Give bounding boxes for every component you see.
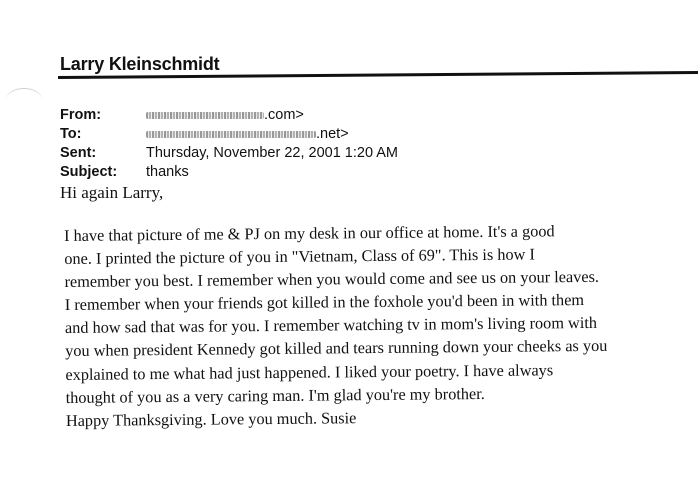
scan-edge-mark bbox=[6, 88, 42, 111]
sender-name: Larry Kleinschmidt bbox=[60, 54, 220, 74]
email-body bbox=[64, 218, 696, 432]
sent-value: Thursday, November 22, 2001 1:20 AM bbox=[146, 145, 399, 161]
body-line: I remember when your friends got killed in the foxhole you'd been in with them bbox=[64, 290, 585, 315]
body-line: thought of you as a very caring man. I'm glad you're my brother. bbox=[65, 383, 485, 407]
subject-value: thanks bbox=[146, 164, 189, 180]
subject-label: Subject: bbox=[60, 164, 118, 180]
email-headers bbox=[60, 106, 398, 182]
redacted-address bbox=[146, 112, 264, 119]
body-line: you when president Kennedy got killed and tears running down your cheeks as you bbox=[65, 336, 608, 361]
body-line: Happy Thanksgiving. Love you much. Susie bbox=[65, 407, 357, 430]
sent-row bbox=[60, 144, 398, 163]
to-value bbox=[146, 125, 349, 144]
body-line: one. I printed the picture of you in "Vietnam, Class of 69". This is how I bbox=[64, 244, 535, 269]
greeting: Hi again Larry, bbox=[60, 183, 164, 202]
from-value bbox=[146, 106, 304, 125]
from-label: From: bbox=[60, 107, 102, 123]
body-line: remember you best. I remember when you would come and see us on your leaves. bbox=[64, 267, 600, 292]
to-label: To: bbox=[60, 126, 82, 142]
body-line: I have that picture of me & PJ on my desk in our office at home. It's a good bbox=[64, 221, 555, 245]
sent-label: Sent: bbox=[60, 145, 97, 161]
subject-row bbox=[60, 163, 398, 182]
body-line: explained to me what had just happened. I liked your poetry. I have always bbox=[65, 359, 554, 384]
from-row bbox=[60, 106, 398, 125]
body-line: and how sad that was for you. I remember watching tv in mom's living room with bbox=[64, 313, 598, 338]
redacted-address bbox=[146, 131, 316, 138]
from-value-visible: .com> bbox=[264, 107, 304, 123]
to-row bbox=[60, 125, 398, 144]
to-value-visible: .net> bbox=[316, 126, 349, 142]
